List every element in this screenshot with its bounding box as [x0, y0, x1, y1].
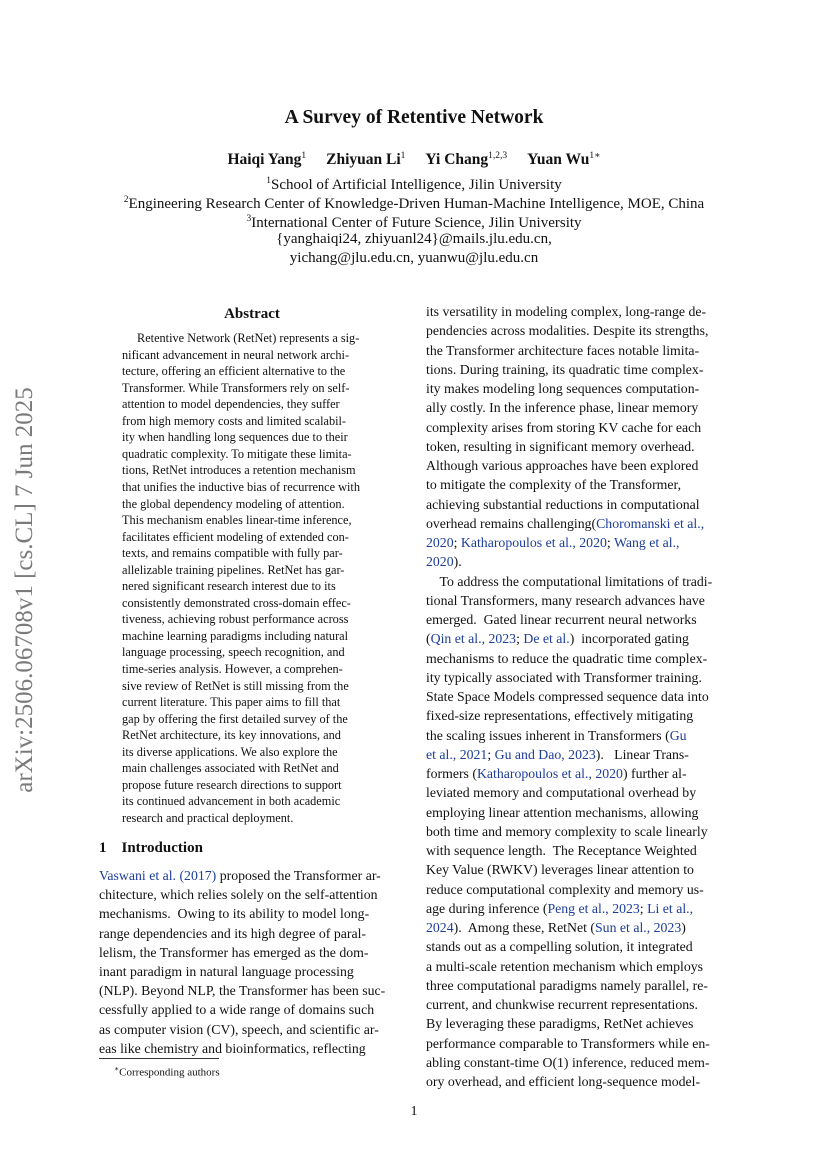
paper-title: A Survey of Retentive Network [284, 107, 544, 128]
body-line [426, 1055, 709, 1071]
citation-link[interactable]: et al., 2021 [426, 746, 488, 762]
affiliation-mark: 3 [246, 214, 252, 224]
body-text: achieving substantial reductions in computational [426, 496, 700, 512]
body-text: Although various approaches have been explored [426, 458, 699, 473]
body-line [426, 535, 680, 551]
body-text: inant paradigm in natural language processing [99, 964, 354, 979]
citation-link[interactable]: Peng et al., 2023 [547, 900, 640, 916]
body-text: ). Linear Trans- [595, 746, 689, 762]
body-line [426, 805, 698, 821]
body-line [426, 593, 705, 609]
author-name-text: Yuan Wu [527, 151, 590, 169]
body-text: ) incorporated gating [569, 631, 689, 647]
body-line [426, 708, 693, 724]
author-name-text: Yi Chang [425, 151, 489, 169]
body-text: its versatility in modeling complex, long-range de- [426, 304, 707, 319]
abstract-line: its continued advancement in both academic [122, 794, 341, 809]
citation-link[interactable]: Li et al., [647, 900, 694, 916]
body-text: ; [453, 535, 461, 550]
body-line [426, 939, 693, 955]
body-text: State Space Models compressed sequence data into [426, 689, 709, 704]
author-list [0, 150, 828, 169]
footnote [114, 1064, 220, 1079]
abstract-line: the global dependency modeling of attention. [122, 496, 345, 511]
body-line [426, 670, 702, 686]
citation-link[interactable]: 2024 [426, 920, 454, 935]
abstract-line: allelizable training pipelines. RetNet has gar- [122, 562, 345, 577]
abstract-line: nificant advancement in neural network archi- [122, 347, 350, 362]
body-line [426, 381, 699, 397]
body-line [426, 901, 693, 917]
abstract-line: tions, RetNet introduces a retention mechanism [122, 463, 356, 478]
section-heading-introduction [99, 840, 203, 857]
body-text: By leveraging these paradigms, RetNet achieves [426, 1016, 694, 1032]
body-line [426, 362, 703, 378]
body-line [426, 1074, 700, 1090]
body-text: ally costly. In the inference phase, linear memory [426, 400, 699, 416]
body-text: three computational paradigms namely parallel, re- [426, 977, 708, 993]
abstract-line: that unifies the inductive bias of recurrence with [122, 479, 360, 494]
abstract-heading: Abstract [224, 306, 280, 322]
body-text: ory overhead, and efficient long-sequence model- [426, 1074, 701, 1089]
body-text: employing linear attention mechanisms, allowing [426, 804, 699, 820]
body-line [426, 862, 694, 878]
abstract-line: language processing, speech recognition, and [122, 645, 345, 660]
body-line [426, 574, 712, 590]
body-text: ). [453, 554, 462, 570]
body-line [99, 1022, 379, 1038]
abstract-line: sive review of RetNet is still missing from the [122, 678, 349, 693]
affiliation-line [0, 249, 828, 269]
abstract-line: attention to model dependencies, they suffer [122, 397, 340, 412]
affiliation-text: International Center of Future Science, Jilin University [251, 215, 582, 231]
body-text: To address the computational limitations of tradi- [426, 573, 713, 589]
arxiv-identifier: arXiv:2506.06708v1 [cs.CL] 7 Jun 2025 [11, 387, 38, 793]
citation-link[interactable]: Wang et al., [613, 535, 680, 550]
body-line [99, 868, 381, 884]
body-text: cessfully applied to a wide range of domains such [99, 1002, 375, 1018]
affiliation-mark: 2 [123, 195, 129, 205]
author-name-text: Haiqi Yang [227, 151, 302, 169]
body-line [426, 516, 704, 532]
citation-link[interactable]: Vaswani et al. (2017) [99, 868, 217, 883]
abstract-line: its diverse applications. We also explore the [122, 744, 338, 759]
body-line [426, 689, 709, 705]
body-text: ; [606, 535, 614, 550]
body-text: mechanisms. Owing to its ability to model long- [99, 906, 370, 922]
footnote-rule [99, 1058, 219, 1059]
body-text: fixed-size representations, effectively mitigating [426, 708, 694, 724]
body-line [426, 1036, 710, 1052]
author-name [227, 151, 306, 168]
body-text: formers ( [426, 766, 477, 781]
author-name-text: Zhiyuan Li [326, 151, 401, 169]
body-line [426, 959, 703, 975]
body-line [426, 824, 708, 840]
body-text: ). Among these, RetNet ( [453, 920, 595, 935]
body-text: current, and chunkwise recurrent representations. [426, 997, 698, 1012]
author-affiliation-mark: 1,2,3 [488, 151, 508, 161]
abstract-line: from high memory costs and limited scalabil- [122, 413, 347, 428]
page-number: 1 [410, 1104, 418, 1119]
body-text: tional Transformers, many research advances have [426, 592, 705, 608]
citation-link[interactable]: Katharopoulos et al., 2020 [476, 766, 623, 781]
abstract-line: Retentive Network (RetNet) represents a sig- [137, 331, 360, 345]
body-line [99, 887, 378, 903]
body-text: (NLP). Beyond NLP, the Transformer has been suc- [99, 983, 386, 999]
body-text: with sequence length. The Receptance Weighted [426, 843, 697, 858]
abstract-line: propose future research directions to support [122, 777, 342, 792]
body-text: leviated memory and computational overhead by [426, 785, 697, 801]
citation-link[interactable]: 2020 [426, 535, 454, 550]
body-line [426, 843, 697, 859]
affiliation-text: Engineering Research Center of Knowledge-Driven Human-Machine Intelligence, MOE, China [128, 196, 705, 212]
body-text: mechanisms to reduce the quadratic time complex- [426, 650, 708, 666]
footnote-mark: ∗ [114, 1064, 120, 1073]
citation-link[interactable]: Choromanski et al., [596, 515, 705, 531]
body-line [426, 343, 699, 359]
affiliation-text: School of Artificial Intelligence, Jilin University [270, 177, 562, 193]
body-line [99, 906, 369, 922]
body-text: both time and memory complexity to scale linearly [426, 823, 708, 839]
affiliation-text: yichang@jlu.edu.cn, yuanwu@jlu.edu.cn [289, 250, 539, 266]
body-line [426, 728, 687, 744]
body-line [99, 1041, 366, 1057]
abstract-line: tiveness, achieving robust performance across [122, 612, 349, 627]
abstract-line: ity when handling long sequences due to their [122, 430, 348, 445]
body-text: ity makes modeling long sequences computation- [426, 381, 700, 396]
abstract-line: research and practical deployment. [122, 810, 294, 825]
abstract-line: nered significant research interest due to its [122, 579, 336, 594]
body-line [426, 458, 698, 474]
body-text: token, resulting in significant memory overhead. [426, 438, 695, 454]
body-line [426, 477, 681, 493]
citation-link[interactable]: Sun et al., 2023 [595, 920, 682, 935]
body-line [426, 400, 698, 416]
citation-link[interactable]: Qin et al., 2023 [430, 631, 517, 647]
abstract-line: This mechanism enables linear-time inference, [122, 513, 352, 528]
citation-link[interactable]: Katharopoulos et al., 2020 [460, 535, 607, 550]
body-text: the Transformer architecture faces notable limita- [426, 342, 700, 358]
body-text: ( [426, 631, 431, 647]
author-name [326, 151, 405, 168]
author-name [527, 151, 600, 168]
body-text: chitecture, which relies solely on the self-attention [99, 887, 378, 903]
body-text: emerged. Gated linear recurrent neural networks [426, 612, 697, 627]
abstract-line: main challenges associated with RetNet and [122, 761, 339, 776]
body-text: as computer vision (CV), speech, and scientific ar- [99, 1021, 379, 1037]
body-text: Key Value (RWKV) leverages linear attention to [426, 862, 694, 878]
body-text: complexity arises from storing KV cache for each [426, 419, 702, 435]
abstract-line: current literature. This paper aims to fill that [122, 695, 341, 710]
body-text: pendencies across modalities. Despite its strengths, [426, 323, 709, 339]
body-text: reduce computational complexity and memory us- [426, 881, 704, 897]
body-text: lelism, the Transformer has emerged as the dom- [99, 944, 369, 960]
body-text: range dependencies and its high degree of paral- [99, 925, 367, 941]
body-line [426, 420, 701, 436]
abstract-line: consistently demonstrated cross-domain effec- [122, 595, 351, 610]
body-line [426, 978, 708, 994]
body-text: a multi-scale retention mechanism which employs [426, 958, 704, 974]
abstract-line: machine learning paradigms including natural [122, 628, 349, 643]
abstract-line: time-series analysis. However, a comprehen- [122, 662, 343, 676]
body-text: the scaling issues inherent in Transformers ( [426, 727, 670, 743]
abstract-line: texts, and remains compatible with fully par- [122, 546, 343, 561]
body-line [426, 766, 687, 782]
body-text: abling constant-time O(1) inference, reduced mem- [426, 1054, 710, 1070]
body-text: ) [681, 920, 686, 935]
body-text: proposed the Transformer ar- [216, 868, 381, 883]
body-line [99, 926, 366, 942]
body-line [99, 983, 385, 999]
footnote-text: Corresponding authors [119, 1066, 220, 1079]
section-number: 1 [99, 840, 107, 856]
abstract-line: gap by offering the first detailed survey of the [122, 711, 348, 726]
body-line [426, 554, 462, 570]
affiliation-text: {yanghaiqi24, zhiyuanl24}@mails.jlu.edu.cn, [276, 231, 552, 247]
body-line [426, 747, 689, 763]
author-name [425, 151, 507, 168]
body-line [426, 323, 708, 339]
body-line [426, 920, 686, 936]
abstract-line: quadratic complexity. To mitigate these limita- [122, 446, 352, 461]
body-line [99, 945, 369, 961]
body-text: performance comparable to Transformers while en- [426, 1035, 710, 1051]
body-line [426, 612, 697, 628]
abstract-line: RetNet architecture, its key innovations, and [122, 728, 341, 743]
section-title: Introduction [121, 840, 203, 856]
body-text: ; [487, 746, 495, 762]
body-text: ity typically associated with Transformer training. [426, 669, 702, 685]
body-line [426, 785, 696, 801]
body-text: tions. During training, its quadratic time complex- [426, 361, 704, 377]
body-line [426, 651, 707, 667]
body-text: ; [639, 900, 648, 916]
body-text: to mitigate the complexity of the Transformer, [426, 477, 682, 493]
body-line [426, 1016, 693, 1032]
affiliation-line [0, 230, 828, 250]
body-line [426, 631, 689, 647]
body-line [426, 439, 695, 455]
citation-link[interactable]: 2020 [426, 554, 454, 570]
body-line [426, 997, 698, 1013]
affiliation-mark: 1 [266, 176, 271, 186]
author-affiliation-mark: 1 [301, 151, 307, 161]
author-affiliation-mark: 1∗ [589, 151, 601, 161]
body-text: age during inference ( [426, 900, 548, 916]
abstract-line: facilitates efficient modeling of extended con- [122, 529, 349, 544]
abstract-line: Transformer. While Transformers rely on self- [122, 380, 350, 395]
body-text: ) further al- [622, 766, 687, 781]
body-line [426, 882, 704, 898]
body-line [426, 304, 706, 320]
body-line [426, 497, 700, 513]
body-text: ; [516, 631, 524, 647]
body-text: stands out as a compelling solution, it integrated [426, 939, 693, 955]
body-line [99, 1002, 374, 1018]
body-text: overhead remains challenging( [426, 515, 597, 531]
citation-link[interactable]: Gu [669, 727, 687, 743]
citation-link[interactable]: De et al. [523, 631, 570, 647]
author-affiliation-mark: 1 [400, 151, 406, 161]
body-line [99, 964, 354, 980]
citation-link[interactable]: Gu and Dao, 2023 [494, 746, 596, 762]
body-text: eas like chemistry and bioinformatics, reflecting [99, 1040, 366, 1056]
abstract-line: tecture, offering an efficient alternative to the [122, 364, 346, 379]
